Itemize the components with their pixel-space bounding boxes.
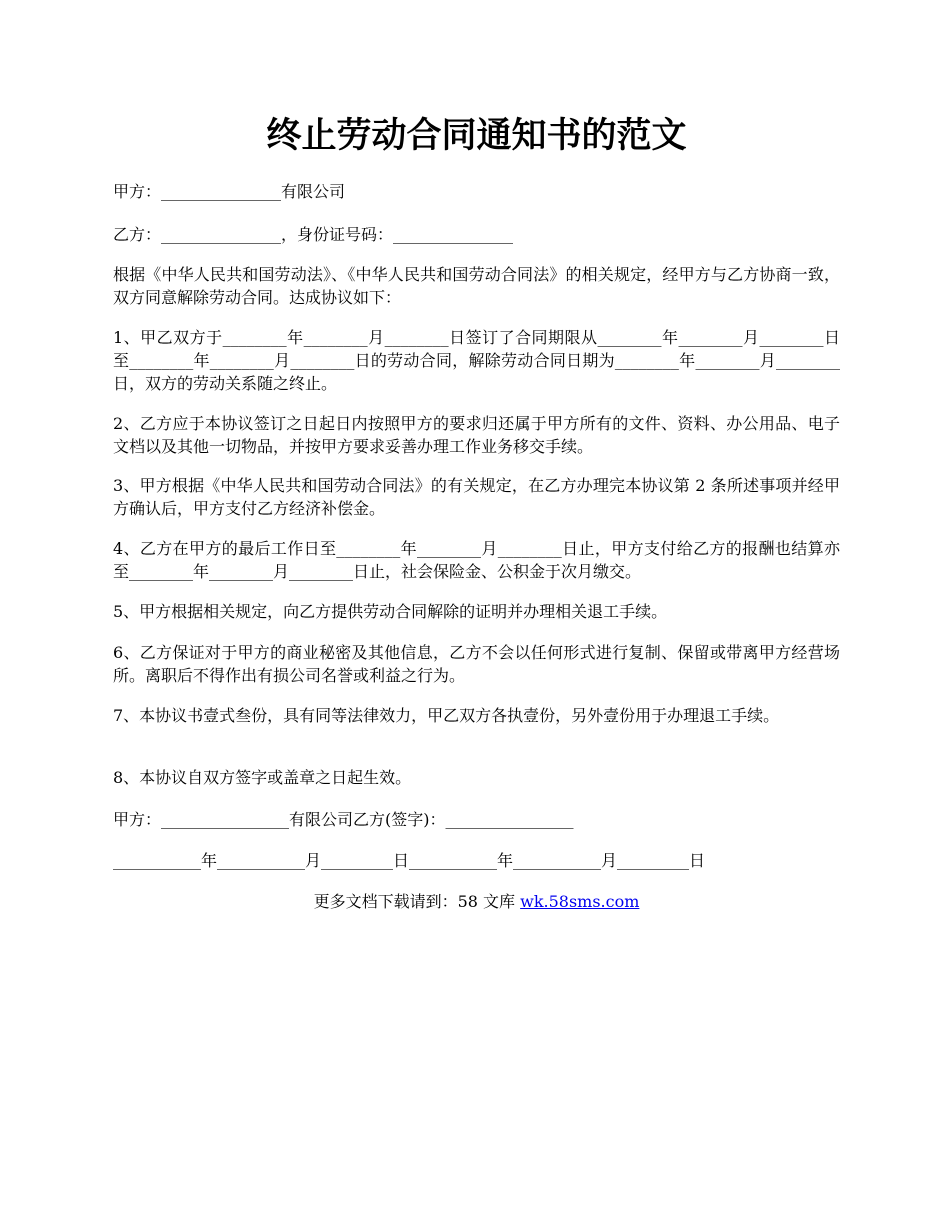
clause-4: 4、乙方在甲方的最后工作日至________年________月________日止，甲方支付给乙方的报酬也结算亦至________年________月________日止，社会保险金、公积金于次月缴交。	[113, 539, 840, 581]
date-line: ___________年___________月_________日___________年___________月_________日	[113, 851, 705, 870]
footer-link[interactable]: wk.58sms.com	[520, 892, 640, 911]
clause-7: 7、本协议书壹式叁份，具有同等法律效力，甲乙双方各执壹份，另外壹份用于办理退工手续。	[113, 706, 780, 725]
clause-8: 8、本协议自双方签字或盖章之日起生效。	[113, 768, 412, 787]
party-b-line: 乙方：_______________，身份证号码：_______________	[113, 225, 514, 244]
intro-paragraph: 根据《中华人民共和国劳动法》、《中华人民共和国劳动合同法》的相关规定，经甲方与乙方协商一致，双方同意解除劳动合同。达成协议如下：	[113, 265, 840, 307]
clause-5: 5、甲方根据相关规定，向乙方提供劳动合同解除的证明并办理相关退工手续。	[113, 602, 668, 621]
clause-6: 6、乙方保证对于甲方的商业秘密及其他信息，乙方不会以任何形式进行复制、保留或带离甲方经营场所。离职后不得作出有损公司名誉或利益之行为。	[113, 643, 840, 685]
signature-line: 甲方：________________有限公司乙方(签字)：________________	[113, 810, 574, 829]
footer-text: 更多文档下载请到：58 文库	[313, 892, 521, 911]
clause-2: 2、乙方应于本协议签订之日起日内按照甲方的要求归还属于甲方所有的文件、资料、办公用品、电子文档以及其他一切物品，并按甲方要求妥善办理工作业务移交手续。	[113, 414, 840, 456]
document-title: 终止劳动合同通知书的范文	[266, 115, 687, 156]
party-a-line: 甲方：_______________有限公司	[113, 182, 346, 201]
clause-3: 3、甲方根据《中华人民共和国劳动合同法》的有关规定，在乙方办理完本协议第 2 条所述事项并经甲方确认后，甲方支付乙方经济补偿金。	[113, 476, 840, 518]
footer	[113, 890, 840, 913]
clause-1: 1、甲乙双方于________年________月________日签订了合同期限从________年________月________日至________年________月________日的劳动合同，解除劳动合同日期为________年________月________日，双方的劳动关系随之终止。	[113, 328, 840, 393]
